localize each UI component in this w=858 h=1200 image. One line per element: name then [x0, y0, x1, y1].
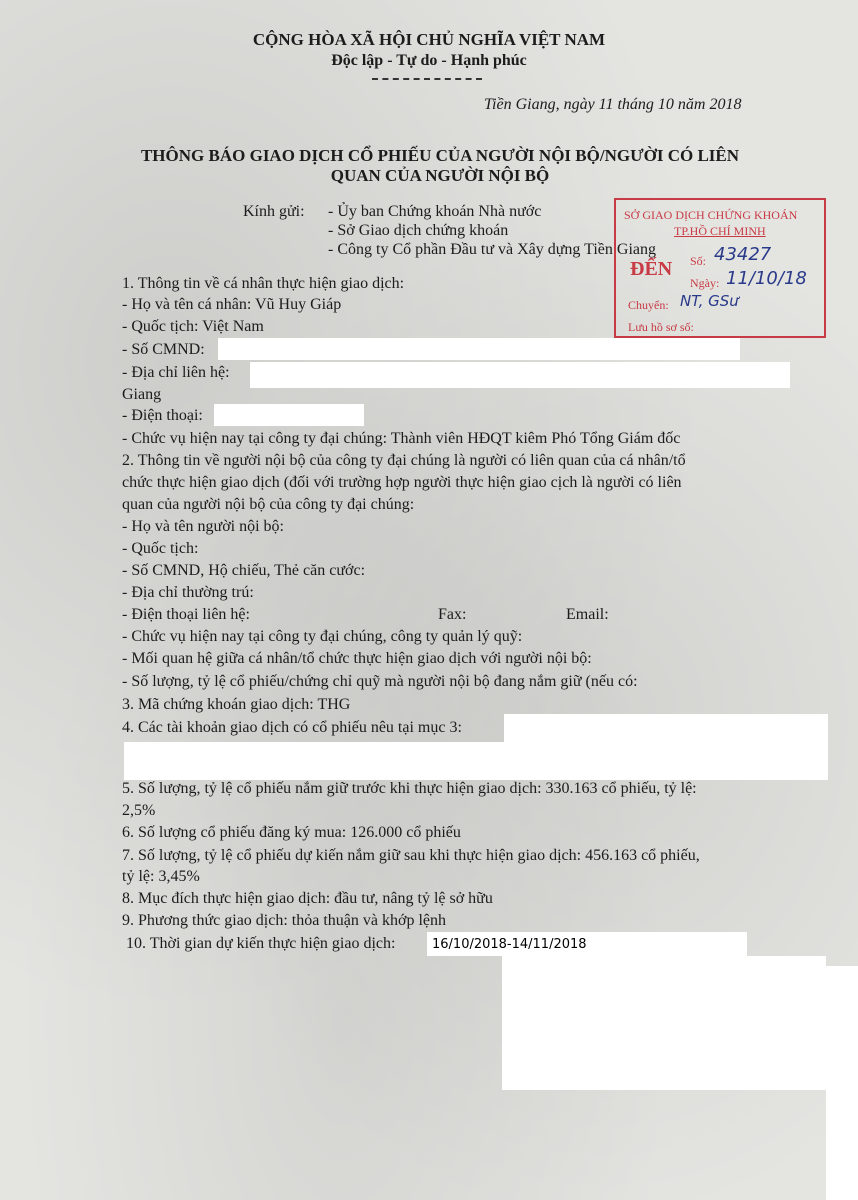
s1-address-cont: Giang [122, 386, 162, 403]
motto: Độc lập - Tự do - Hạnh phúc [331, 52, 527, 69]
section2-line3: quan của người nội bộ của công ty đại chúng: [122, 496, 415, 513]
stamp-line1: SỞ GIAO DỊCH CHỨNG KHOÁN [624, 208, 798, 222]
stamp-luu-label: Lưu hồ sơ số: [628, 320, 694, 334]
s2-name: - Họ và tên người nội bộ: [122, 518, 284, 535]
redaction-box [250, 362, 790, 388]
recipients-label: Kính gửi: [243, 203, 305, 220]
s1-phone: - Điện thoại: [122, 407, 203, 424]
stamp-chuyen-value: NT, GSư [680, 292, 739, 310]
s4-accounts: 4. Các tài khoản giao dịch có cổ phiếu nêu tại mục 3: [122, 719, 462, 736]
received-stamp [614, 198, 826, 338]
s9-method: 9. Phương thức giao dịch: thỏa thuận và khớp lệnh [122, 912, 446, 929]
redaction-box [124, 742, 828, 780]
s10-time-value: 16/10/2018-14/11/2018 [432, 937, 587, 952]
section2-line2: chức thực hiện giao dịch (đối với trường hợp người thực hiện giao cịch là người có liên [122, 474, 682, 491]
s1-nationality: - Quốc tịch: Việt Nam [122, 318, 264, 335]
s2-address: - Địa chỉ thường trú: [122, 584, 254, 601]
s5-line2: 2,5% [122, 802, 156, 819]
stamp-so-label: Số: [690, 254, 707, 268]
stamp-chuyen-label: Chuyển: [628, 298, 669, 312]
s7-line2: tỷ lệ: 3,45% [122, 868, 200, 885]
s2-holding: - Số lượng, tỷ lệ cổ phiếu/chứng chỉ quỹ mà người nội bộ đang nắm giữ (nếu có: [122, 673, 638, 690]
redaction-box [218, 338, 740, 360]
s5-line1: 5. Số lượng, tỷ lệ cổ phiếu nắm giữ trước khi thực hiện giao dịch: 330.163 cổ phiếu, tỷ lệ: [122, 780, 697, 797]
stamp-line2: TP.HỒ CHÍ MINH [674, 224, 766, 238]
s2-relation: - Mối quan hệ giữa cá nhân/tổ chức thực hiện giao dịch với người nội bộ: [122, 650, 592, 667]
s2-phone: - Điện thoại liên hệ: [122, 606, 250, 623]
redaction-box [504, 714, 828, 744]
republic-heading: CỘNG HÒA XÃ HỘI CHỦ NGHĨA VIỆT NAM [252, 30, 606, 49]
s2-nationality: - Quốc tịch: [122, 540, 199, 557]
place-date: Tiền Giang, ngày 11 tháng 10 năm 2018 [484, 96, 742, 113]
s6-register: 6. Số lượng cổ phiếu đăng ký mua: 126.000 cổ phiếu [122, 824, 461, 841]
redaction-box [214, 404, 364, 426]
section2-line1: 2. Thông tin về người nội bộ của công ty đại chúng là người có liên quan của cá nhân/tổ [122, 452, 686, 469]
s7-line1: 7. Số lượng, tỷ lệ cổ phiếu dự kiến nắm giữ sau khi thực hiện giao dịch: 456.163 cổ phiếu, [122, 847, 700, 864]
recipient-item: - Ủy ban Chứng khoán Nhà nước [328, 203, 542, 220]
s2-fax: Fax: [438, 606, 467, 623]
s1-position: - Chức vụ hiện nay tại công ty đại chúng: Thành viên HĐQT kiêm Phó Tổng Giám đốc [122, 430, 681, 447]
s8-purpose: 8. Mục đích thực hiện giao dịch: đầu tư, nâng tỷ lệ sở hữu [122, 890, 493, 907]
s2-email: Email: [566, 606, 609, 623]
recipient-item: - Sở Giao dịch chứng khoán [328, 222, 509, 239]
s1-address: - Địa chỉ liên hệ: [122, 364, 230, 381]
document-title-line1: THÔNG BÁO GIAO DỊCH CỔ PHIẾU CỦA NGƯỜI NỘI BỘ/NGƯỜI CÓ LIÊN [140, 146, 740, 165]
recipient-item: - Công ty Cổ phần Đầu tư và Xây dựng Tiền Giang [328, 241, 656, 258]
section1-title: 1. Thông tin về cá nhân thực hiện giao dịch: [122, 275, 405, 292]
document-title-line2: QUAN CỦA NGƯỜI NỘI BỘ [330, 166, 550, 185]
redaction-box [826, 966, 858, 1200]
stamp-ngay-label: Ngày: [690, 276, 720, 290]
header-divider [372, 78, 482, 80]
s2-id: - Số CMND, Hộ chiếu, Thẻ căn cước: [122, 562, 366, 579]
redaction-box [502, 956, 826, 1090]
s1-name: - Họ và tên cá nhân: Vũ Huy Giáp [122, 296, 342, 313]
stamp-den: ĐẾN [630, 258, 673, 280]
s2-position: - Chức vụ hiện nay tại công ty đại chúng, công ty quản lý quỹ: [122, 628, 523, 645]
stamp-so-value: 43427 [714, 244, 772, 265]
stamp-ngay-value: 11/10/18 [726, 268, 807, 289]
s10-time-label: 10. Thời gian dự kiến thực hiện giao dịch: [126, 935, 396, 952]
s1-id: - Số CMND: [122, 341, 205, 358]
s3-ticker: 3. Mã chứng khoán giao dịch: THG [122, 696, 351, 713]
